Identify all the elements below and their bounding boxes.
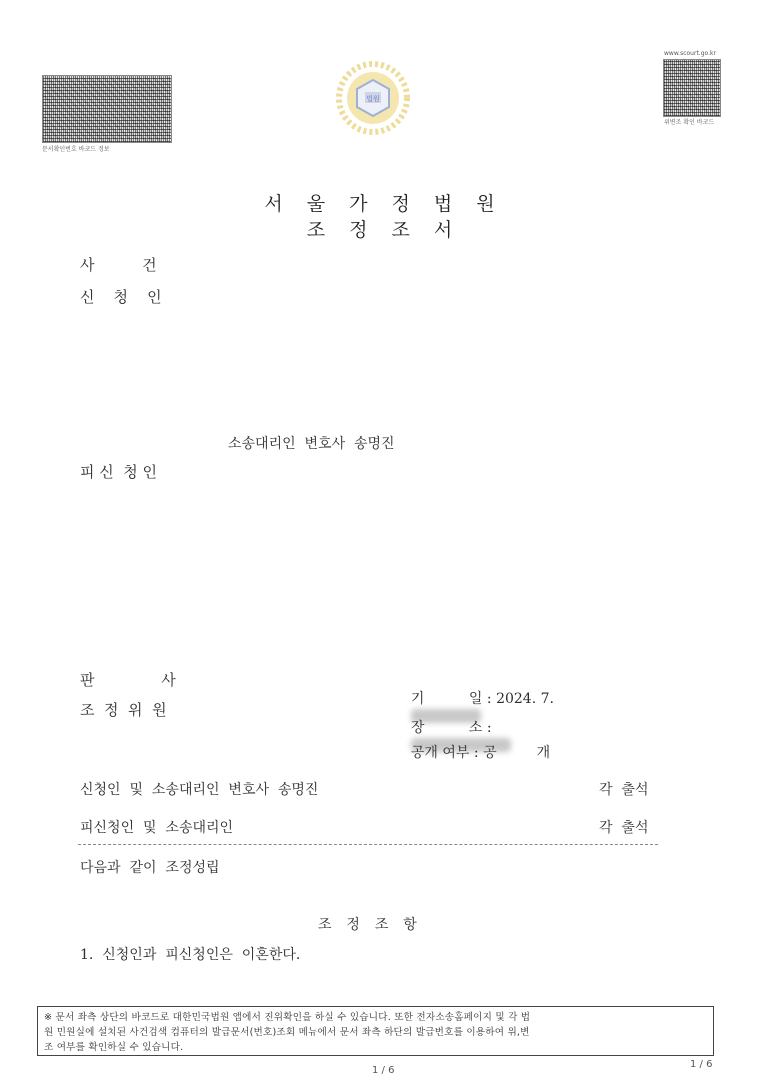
notice-line-2: 원 민원실에 설치된 사건검색 컴퓨터의 발급문서(번호)조회 메뉴에서 문서 좌측 하단의 발급번호를 이용하여 위,변 — [44, 1027, 530, 1038]
section-divider — [78, 844, 658, 845]
respondent-attendance: 피신청인 및 소송대리인 — [80, 820, 234, 836]
date-label: 기 일 : — [410, 691, 497, 707]
respondent-label: 피 신 청 인 — [80, 463, 158, 481]
terms-item-1: 1. 신청인과 피신청인은 이혼한다. — [80, 947, 301, 963]
document-type: 조 정 조 서 — [306, 219, 462, 241]
court-emblem-icon — [333, 58, 413, 138]
barcode-left-caption: 문서확인번호 바코드 정보 — [42, 146, 110, 153]
mediation-result: 다음과 같이 조정성립 — [80, 860, 220, 876]
place-label: 장 소 : — [410, 720, 497, 736]
url-text: www.scourt.go.kr — [664, 50, 716, 57]
disclosure-row — [402, 726, 550, 762]
notice-line-3: 조 여부를 확인하실 수 있습니다. — [44, 1042, 184, 1053]
notice-line-1: ※ 문서 좌측 상단의 바코드로 대한민국법원 앱에서 진위확인을 하실 수 있습니다. 또한 전자소송홈페이지 및 각 법 — [44, 1012, 531, 1023]
court-name: 서 울 가 정 법 원 — [264, 193, 504, 215]
case-label: 사 건 — [80, 256, 157, 274]
applicant-label: 신 청 인 — [80, 288, 162, 306]
respondent-attendance-status: 각 출석 — [599, 820, 649, 836]
disclosure-label: 공개 여부 : — [410, 745, 484, 761]
date-value: 2024. 7. — [496, 691, 554, 707]
applicant-attendance: 신청인 및 소송대리인 변호사 송명진 — [80, 782, 319, 798]
verification-barcode-left — [42, 75, 172, 143]
applicant-agent: 소송대리인 변호사 송명진 — [228, 436, 395, 452]
page-number-right: 1 / 6 — [690, 1059, 713, 1070]
verification-barcode-right — [663, 59, 721, 117]
terms-heading: 조 정 조 항 — [318, 917, 419, 933]
barcode-right-caption: 위변조 확인 바코드 — [664, 119, 715, 126]
applicant-attendance-status: 각 출석 — [599, 782, 649, 798]
page-number-center: 1 / 6 — [372, 1065, 395, 1076]
disclosure-value: 공 개 — [483, 745, 551, 761]
mediator-label: 조 정 위 원 — [80, 701, 167, 719]
svg-text:법원: 법원 — [366, 95, 380, 103]
verification-notice — [37, 1006, 714, 1056]
judge-label: 판 사 — [80, 671, 176, 689]
